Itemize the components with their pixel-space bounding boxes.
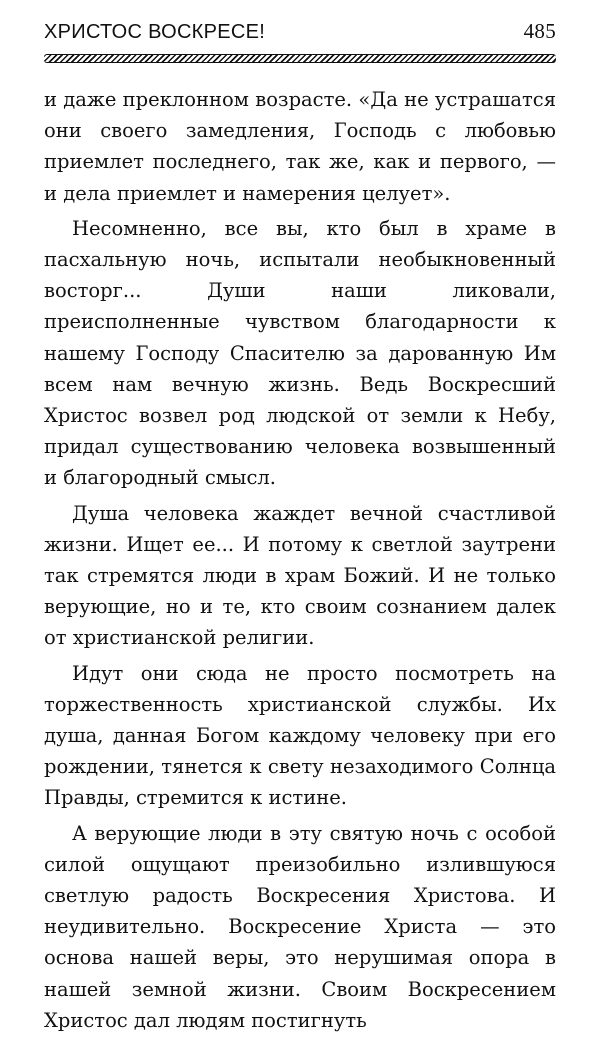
paragraph-5: А верующие люди в эту святую ночь с особой силой ощущают преизобильно излившуюся светлую радость Воскресения Христова. И неудивительно. Воскресение Христа — это основа нашей веры, это нерушимая опора в нашей земной жизни. Своим Воскресением Христос дал людям постигнуть bbox=[44, 821, 556, 1032]
running-title: ХРИСТОС ВОСКРЕСЕ! bbox=[44, 21, 266, 43]
page-number: 485 bbox=[523, 19, 556, 43]
paragraph-3: Душа человека жаждет вечной счастливой жизни. Ищет ее... И потому к светлой заутрени так стремятся люди в храм Божий. И не только верующие, но и те, кто своим сознанием далек от христианской религии. bbox=[44, 501, 556, 650]
header-rule bbox=[44, 54, 556, 63]
book-page bbox=[44, 14, 556, 1040]
running-header bbox=[44, 14, 556, 48]
paragraph-1: и даже преклонном возрасте. «Да не устрашатся они своего замедления, Господь с любовью приемлет последнего, так же, как и первого, — и дела приемлет и намерения целует». bbox=[44, 88, 556, 205]
paragraph-4: Идут они сюда не просто посмотреть на торжественность христианской службы. Их душа, данная Богом каждому человеку при его рождении, тянется к свету незаходимого Солнца Правды, стремится к истине. bbox=[44, 661, 556, 810]
paragraph-2: Несомненно, все вы, кто был в храме в пасхальную ночь, испытали необыкновенный восторг... Души наши ликовали, преисполненные чувством благодарности к нашему Господу Спасителю за дарованную Им всем нам вечную жизнь. Ведь Воскресший Христос возвел род людской от земли к Небу, придал существованию человека возвышенный и благородный смысл. bbox=[44, 216, 556, 490]
body-text bbox=[44, 84, 556, 1036]
